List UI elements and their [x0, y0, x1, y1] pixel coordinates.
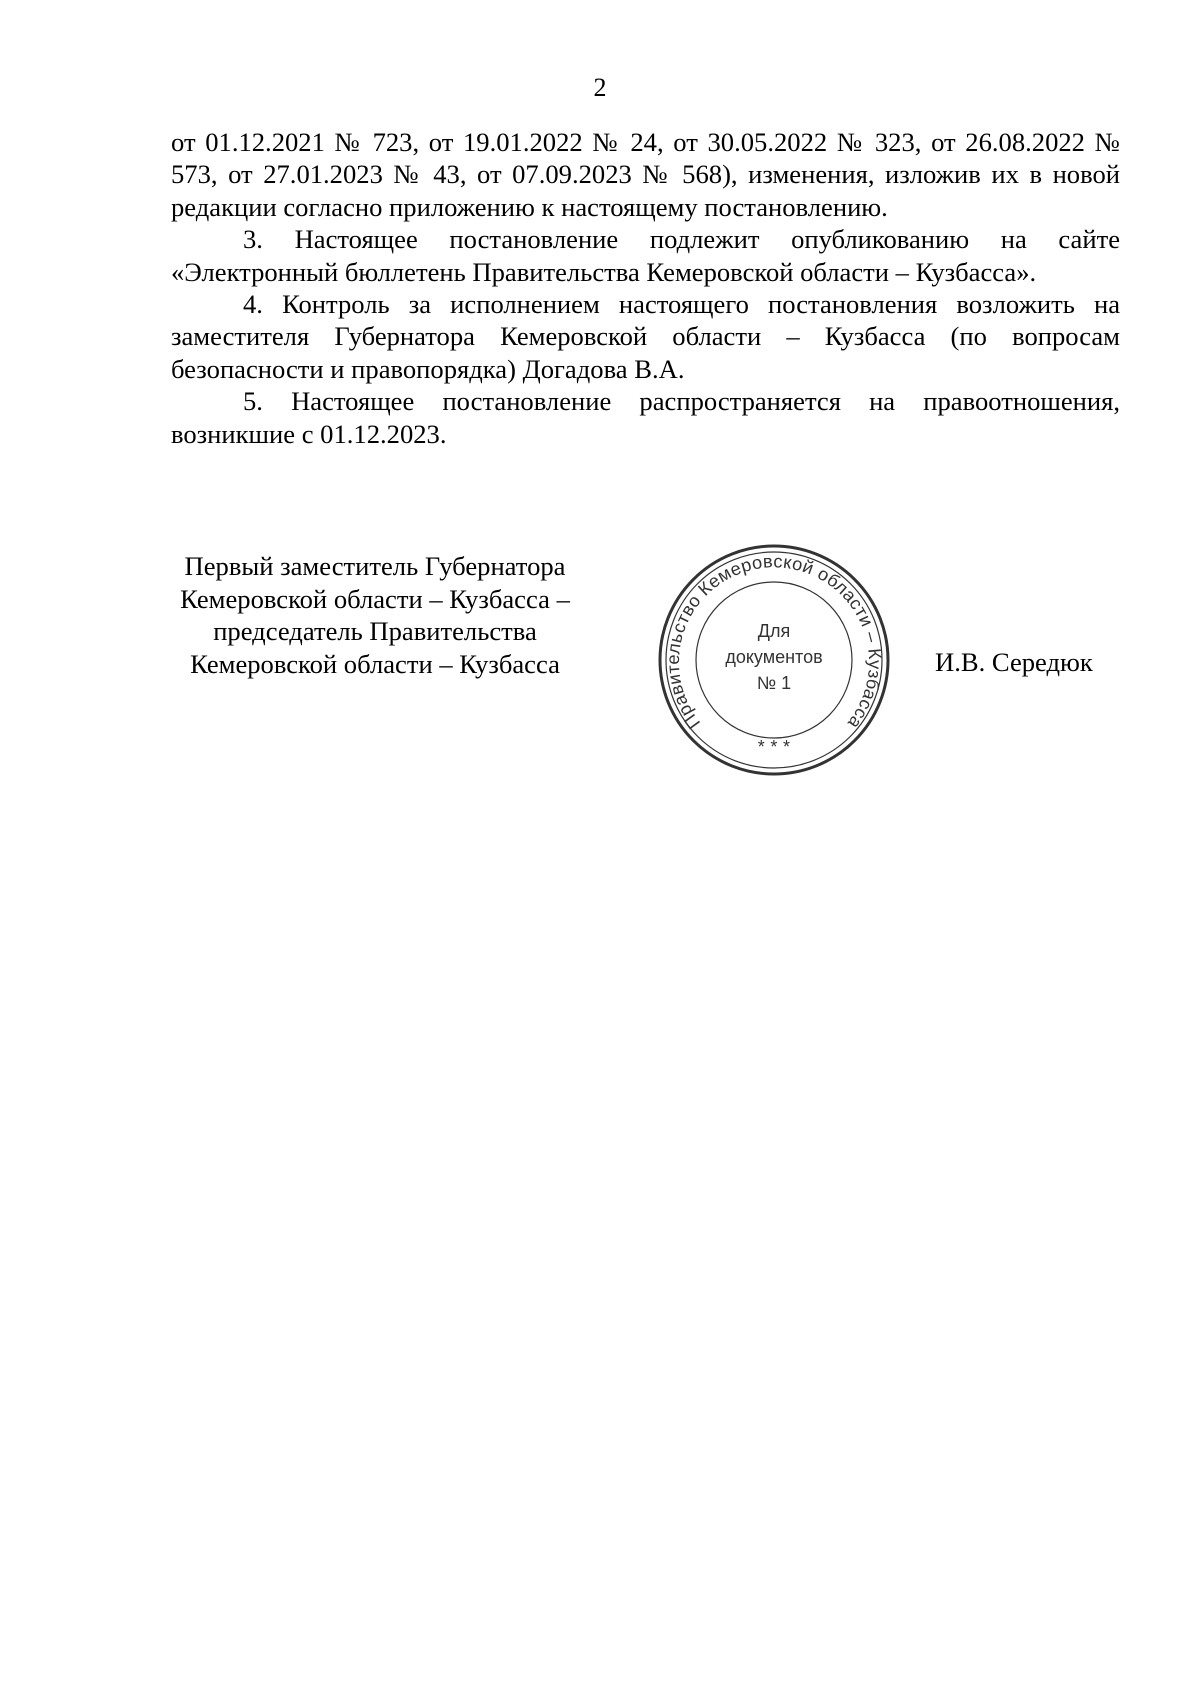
official-seal-graphic — [657, 543, 891, 777]
body-text — [171, 126, 1120, 450]
signatory-position — [150, 550, 600, 680]
signatory-position-line: председатель Правительства — [213, 616, 537, 647]
paragraph-4: 4. Контроль за исполнением настоящего постановления возложить на заместителя Губернатора Кемеровской области – Кузбасса (по вопросам безопасности и правопорядка) Догадова В.А. — [171, 289, 1120, 384]
page-number: 2 — [593, 73, 607, 102]
seal-center-line-2: документов — [725, 647, 823, 667]
signatory-position-line: Первый заместитель Губернатора — [184, 551, 566, 581]
seal-ring-text: Правительство Кемеровской области – Кузбасса — [662, 551, 886, 733]
signatory-position-line: Кемеровской области – Кузбасса – — [180, 583, 570, 614]
paragraph-5: 5. Настоящее постановление распространяется на правоотношения, возникшие с 01.12.2023. — [171, 386, 1120, 449]
paragraph-continuation: от 01.12.2021 № 723, от 19.01.2022 № 24, от 30.05.2022 № 323, от 26.08.2022 № 573, от 27.01.2023 № 43, от 07.09.2023 № 568), изменения, изложив их в новой редакции согласно приложению к настоящему постановлению. — [171, 127, 1120, 222]
signatory-position-line: Кемеровской области – Кузбасса — [190, 648, 560, 679]
official-seal — [657, 543, 891, 777]
signer-name: И.В. Середюк — [935, 647, 1093, 677]
seal-center-line-3: № 1 — [756, 673, 792, 693]
seal-center-line-1: Для — [757, 621, 791, 641]
paragraph-3: 3. Настоящее постановление подлежит опубликованию на сайте «Электронный бюллетень Правительства Кемеровской области – Кузбасса». — [171, 224, 1120, 287]
seal-stars: * * * — [757, 737, 791, 757]
